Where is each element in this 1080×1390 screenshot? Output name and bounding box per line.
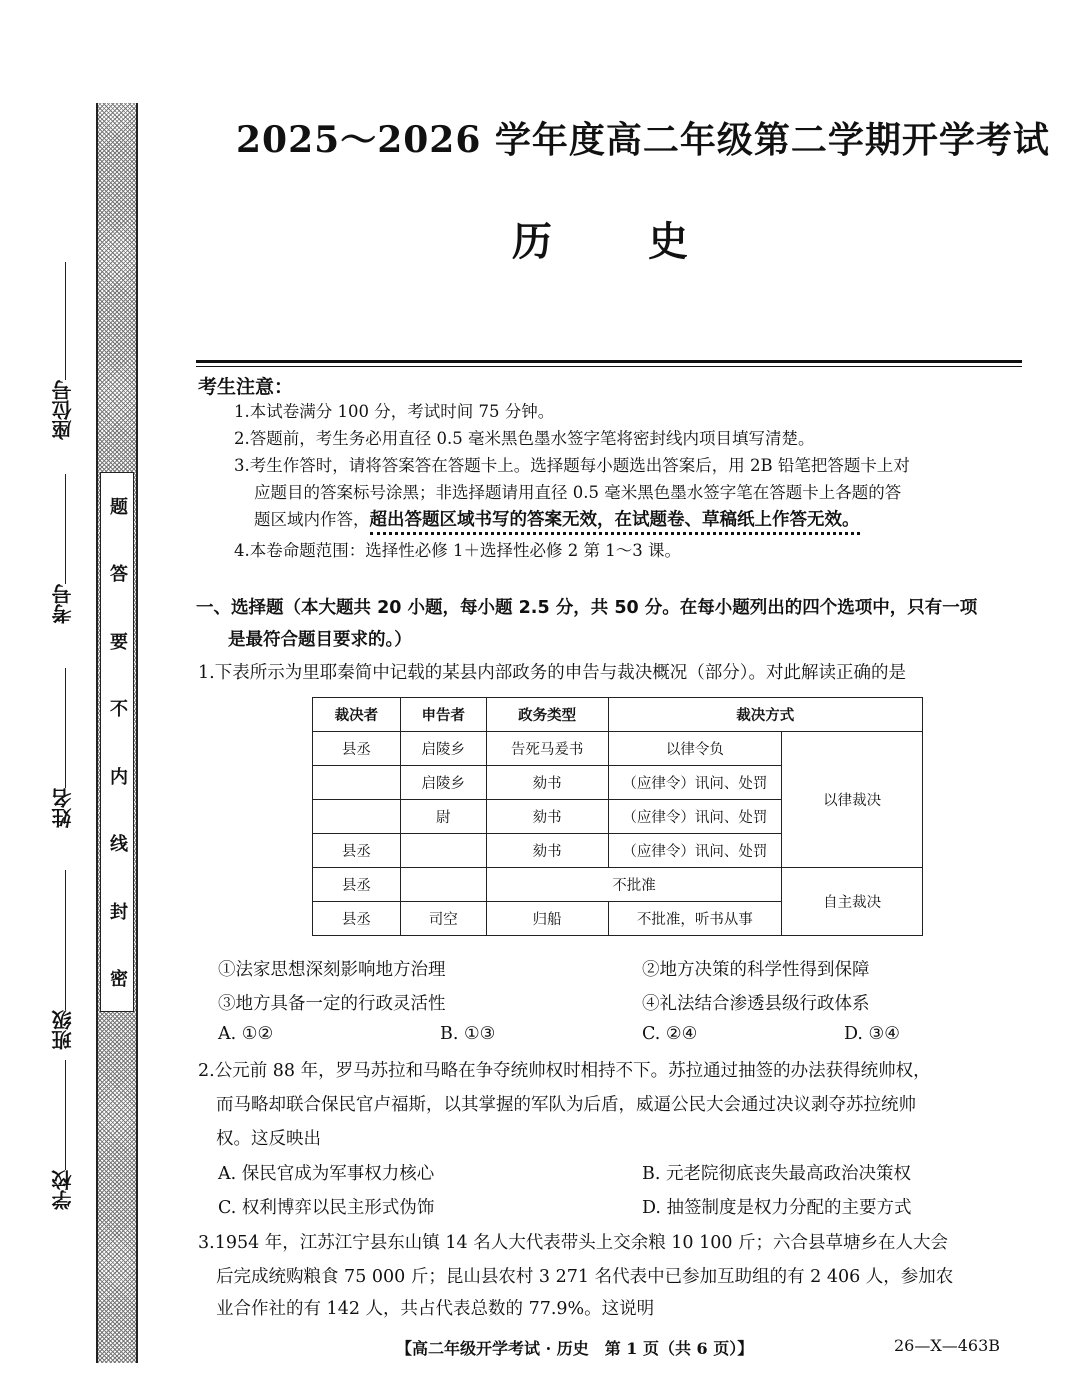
class-label: 班级	[51, 1010, 75, 1050]
question-3-stem: 3.1954 年，江苏江宁县东山镇 14 名人大代表带头上交余粮 10 100 斤；六合县草塘乡在人大会	[198, 1233, 949, 1253]
question-2-stem: 权。这反映出	[216, 1129, 321, 1149]
table-cell: 劾书	[486, 800, 608, 834]
statement: ①法家思想深刻影响地方治理	[218, 960, 446, 980]
strip-char: 不	[107, 699, 128, 718]
question-2-stem: 而马略却联合保民官卢福斯，以其掌握的军队为后盾，威逼公民大会通过决议剥夺苏拉统帅	[216, 1095, 916, 1115]
table-header: 申告者	[400, 698, 486, 732]
table-header-row	[313, 698, 923, 732]
question-1-table	[312, 697, 923, 936]
statement: ④礼法结合渗透县级行政体系	[642, 994, 870, 1014]
strip-char: 答	[107, 564, 128, 583]
seat-number-label: 座位号	[51, 380, 75, 440]
school-field[interactable]	[48, 1060, 77, 1210]
table-cell: 县丞	[313, 868, 401, 902]
table-header: 裁决者	[313, 698, 401, 732]
table-cell	[400, 834, 486, 868]
sealing-line-box	[100, 472, 134, 1012]
answer-option[interactable]: C. 权利博弈以民主形式伪饰	[218, 1198, 435, 1218]
class-field[interactable]	[48, 870, 77, 1050]
notice-item: 1.本试卷满分 100 分，考试时间 75 分钟。	[234, 402, 555, 421]
table-cell: 不批准	[486, 868, 782, 902]
school-label: 学校	[51, 1170, 75, 1210]
fill-line	[65, 870, 66, 1010]
question-1-stem: 1.下表所示为里耶秦简中记载的某县内部政务的申告与裁决概况（部分）。对此解读正确的是	[198, 663, 906, 683]
header-divider-thin	[196, 366, 1022, 367]
table-header: 裁决方式	[608, 698, 923, 732]
notice-item-text: 题区域内作答，	[254, 510, 370, 529]
answer-option[interactable]: A. ①②	[218, 1024, 274, 1044]
fill-line	[65, 668, 66, 788]
header-divider	[196, 360, 1022, 363]
table-cell: 以律令负	[608, 732, 782, 766]
page-footer: 【高二年级开学考试 · 历史 第 1 页（共 6 页）】	[396, 1339, 754, 1358]
notice-item	[254, 506, 860, 534]
fill-line	[65, 474, 66, 584]
question-3-stem: 业合作社的有 142 人，共占代表总数的 77.9%。这说明	[216, 1299, 655, 1319]
table-cell: 县丞	[313, 834, 401, 868]
table-cell: 劾书	[486, 766, 608, 800]
exam-title: 2025～2026 学年度高二年级第二学期开学考试	[236, 119, 1050, 161]
answer-option[interactable]: B. ①③	[440, 1024, 496, 1044]
notice-emphasis: 超出答题区域书写的答案无效，在试题卷、草稿纸上作答无效。	[370, 510, 860, 535]
question-2-stem: 2.公元前 88 年，罗马苏拉和马略在争夺统帅权时相持不下。苏拉通过抽签的办法获得统帅权，	[198, 1061, 931, 1081]
table-cell: （应律令）讯问、处罚	[608, 800, 782, 834]
table-cell: （应律令）讯问、处罚	[608, 766, 782, 800]
question-3-stem: 后完成统购粮食 75 000 斤；昆山县农村 3 271 名代表中已参加互助组的有 2 406 人，参加农	[216, 1267, 954, 1287]
strip-char: 要	[107, 631, 128, 650]
table-cell: 县丞	[313, 732, 401, 766]
statement: ②地方决策的科学性得到保障	[642, 960, 870, 980]
table-row	[313, 732, 923, 766]
table-cell: （应律令）讯问、处罚	[608, 834, 782, 868]
subject-title: 历史	[512, 219, 784, 265]
strip-char: 内	[107, 766, 128, 785]
notice-item: 3.考生作答时，请将答案答在答题卡上。选择题每小题选出答案后，用 2B 铅笔把答题卡上对	[234, 456, 910, 475]
table-cell: 不批准，听书从事	[608, 902, 782, 936]
notice-item: 4.本卷命题范围：选择性必修 1＋选择性必修 2 第 1～3 课。	[234, 541, 681, 560]
strip-char: 密	[107, 968, 128, 987]
answer-option[interactable]: C. ②④	[642, 1024, 698, 1044]
fill-line	[65, 1060, 66, 1170]
table-cell: 司空	[400, 902, 486, 936]
notice-item: 应题目的答案标号涂黑；非选择题请用直径 0.5 毫米黑色墨水签字笔在答题卡上各题的答	[254, 483, 902, 502]
section-heading-cont: 是最符合题目要求的。）	[228, 630, 412, 650]
table-cell: 告死马爰书	[486, 732, 608, 766]
table-group-cell: 以律裁决	[782, 732, 923, 868]
table-cell	[313, 766, 401, 800]
strip-char: 题	[107, 497, 128, 515]
notice-item: 2.答题前，考生务必用直径 0.5 毫米黑色墨水签字笔将密封线内项目填写清楚。	[234, 429, 815, 448]
table-cell: 县丞	[313, 902, 401, 936]
answer-option[interactable]: B. 元老院彻底丧失最高政治决策权	[642, 1164, 911, 1184]
table-cell: 启陵乡	[400, 732, 486, 766]
answer-option[interactable]: A. 保民官成为军事权力核心	[218, 1164, 435, 1184]
seat-number-field[interactable]	[48, 262, 77, 440]
fill-line	[65, 262, 66, 380]
table-group-cell: 自主裁决	[782, 868, 923, 936]
section-heading: 一、选择题（本大题共 20 小题，每小题 2.5 分，共 50 分。在每小题列出的四个选项中，只有一项	[196, 598, 978, 618]
table-header: 政务类型	[486, 698, 608, 732]
table-cell	[400, 868, 486, 902]
statement: ③地方具备一定的行政灵活性	[218, 994, 446, 1014]
notice-title: 考生注意：	[198, 376, 294, 398]
name-label: 姓名	[51, 788, 75, 828]
strip-char: 线	[107, 834, 128, 853]
table-cell: 劾书	[486, 834, 608, 868]
table-cell: 归船	[486, 902, 608, 936]
paper-code: 26—X—463B	[894, 1336, 1001, 1355]
table-row	[313, 868, 923, 902]
exam-number-field[interactable]	[48, 474, 77, 624]
exam-number-label: 考号	[51, 584, 75, 624]
table-cell: 启陵乡	[400, 766, 486, 800]
answer-option[interactable]: D. 抽签制度是权力分配的主要方式	[642, 1198, 912, 1218]
table-cell: 尉	[400, 800, 486, 834]
answer-option[interactable]: D. ③④	[844, 1024, 900, 1044]
name-field[interactable]	[48, 668, 77, 828]
table-cell	[313, 800, 401, 834]
strip-char: 封	[107, 901, 128, 920]
